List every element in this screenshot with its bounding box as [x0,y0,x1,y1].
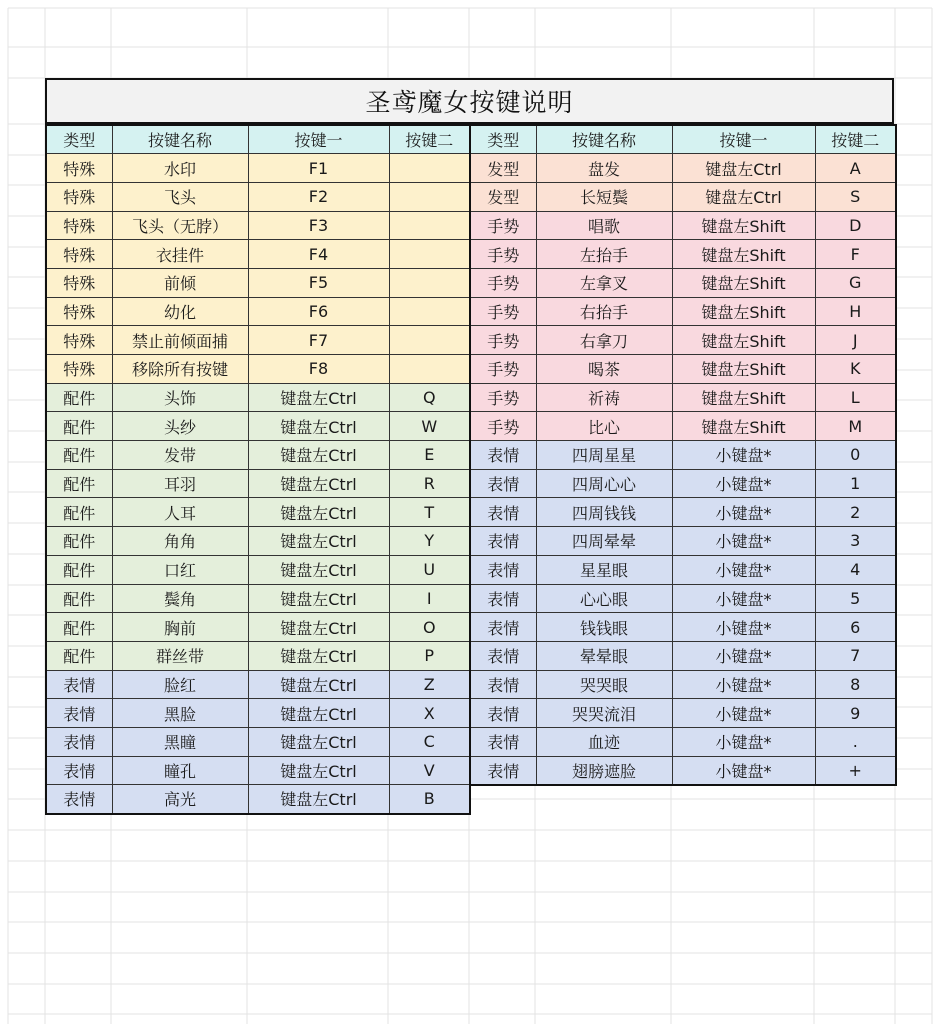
category-cell: 手势 [470,412,536,441]
key-one-cell: 小键盘* [672,641,815,670]
key-name-cell: 前倾 [112,268,248,297]
column-header: 按键名称 [536,125,672,154]
column-header: 按键一 [672,125,815,154]
category-cell: 手势 [470,240,536,269]
sheet-title: 圣鸢魔女按键说明 [45,78,894,124]
category-cell: 表情 [46,756,112,785]
key-two-cell [389,154,470,183]
key-name-cell: 比心 [536,412,672,441]
key-one-cell: F4 [248,240,389,269]
category-cell: 表情 [470,670,536,699]
table-row [470,469,896,498]
key-one-cell: 键盘左Ctrl [248,699,389,728]
key-name-cell: 心心眼 [536,584,672,613]
key-one-cell: 键盘左Ctrl [248,613,389,642]
category-cell: 特殊 [46,154,112,183]
key-two-cell [389,326,470,355]
category-cell: 配件 [46,527,112,556]
table-row [46,211,470,240]
key-one-cell: F6 [248,297,389,326]
key-one-cell: 小键盘* [672,469,815,498]
key-two-cell: K [815,355,896,384]
key-two-cell [389,240,470,269]
key-one-cell: 键盘左Shift [672,297,815,326]
category-cell: 表情 [470,584,536,613]
key-one-cell: 键盘左Ctrl [248,670,389,699]
category-cell: 配件 [46,383,112,412]
key-name-cell: 发带 [112,441,248,470]
key-two-cell: T [389,498,470,527]
key-name-cell: 血迹 [536,727,672,756]
key-two-cell [389,355,470,384]
key-one-cell: 键盘左Ctrl [248,555,389,584]
key-one-cell: 键盘左Ctrl [248,641,389,670]
key-two-cell: B [389,785,470,814]
key-two-cell: Y [389,527,470,556]
category-cell: 配件 [46,613,112,642]
key-two-cell: S [815,182,896,211]
key-name-cell: 哭哭流泪 [536,699,672,728]
left-keybind-table [45,124,471,815]
key-two-cell: E [389,441,470,470]
key-two-cell: F [815,240,896,269]
key-name-cell: 左抬手 [536,240,672,269]
key-name-cell: 钱钱眼 [536,613,672,642]
category-cell: 表情 [470,641,536,670]
category-cell: 表情 [470,469,536,498]
category-cell: 发型 [470,182,536,211]
key-one-cell: F5 [248,268,389,297]
category-cell: 表情 [470,527,536,556]
table-row [470,584,896,613]
category-cell: 表情 [470,498,536,527]
key-name-cell: 幼化 [112,297,248,326]
key-name-cell: 翅膀遮脸 [536,756,672,785]
category-cell: 配件 [46,498,112,527]
key-name-cell: 飞头（无脖） [112,211,248,240]
table-row [470,240,896,269]
category-cell: 配件 [46,412,112,441]
key-name-cell: 移除所有按键 [112,355,248,384]
key-one-cell: 键盘左Ctrl [248,383,389,412]
key-two-cell: R [389,469,470,498]
key-one-cell: 小键盘* [672,441,815,470]
category-cell: 表情 [46,670,112,699]
column-header: 按键一 [248,125,389,154]
key-one-cell: 键盘左Ctrl [248,441,389,470]
key-two-cell [389,268,470,297]
key-one-cell: 键盘左Ctrl [248,469,389,498]
table-row [470,498,896,527]
key-two-cell: W [389,412,470,441]
key-name-cell: 高光 [112,785,248,814]
key-one-cell: 键盘左Shift [672,211,815,240]
table-row [46,355,470,384]
key-two-cell: O [389,613,470,642]
table-row [46,498,470,527]
key-one-cell: F2 [248,182,389,211]
key-name-cell: 口红 [112,555,248,584]
key-one-cell: 键盘左Ctrl [248,527,389,556]
column-header: 按键名称 [112,125,248,154]
key-two-cell: H [815,297,896,326]
key-two-cell: . [815,727,896,756]
table-row [46,441,470,470]
category-cell: 配件 [46,555,112,584]
table-row [470,412,896,441]
category-cell: 表情 [470,613,536,642]
key-two-cell: 8 [815,670,896,699]
key-one-cell: 键盘左Ctrl [672,182,815,211]
table-row [470,727,896,756]
table-row [470,555,896,584]
key-two-cell: M [815,412,896,441]
key-one-cell: 小键盘* [672,756,815,785]
category-cell: 手势 [470,326,536,355]
key-one-cell: 键盘左Ctrl [248,727,389,756]
key-two-cell: 9 [815,699,896,728]
table-row [470,268,896,297]
key-two-cell: 4 [815,555,896,584]
category-cell: 手势 [470,211,536,240]
key-two-cell: 3 [815,527,896,556]
table-row [470,613,896,642]
key-name-cell: 水印 [112,154,248,183]
key-name-cell: 瞳孔 [112,756,248,785]
category-cell: 特殊 [46,268,112,297]
table-row [46,326,470,355]
category-cell: 配件 [46,584,112,613]
table-row [470,527,896,556]
column-header: 按键二 [389,125,470,154]
table-row [470,383,896,412]
table-row [46,727,470,756]
table-row [46,412,470,441]
key-one-cell: 小键盘* [672,498,815,527]
key-name-cell: 左拿叉 [536,268,672,297]
table-row [470,441,896,470]
header-row [470,125,896,154]
category-cell: 表情 [470,699,536,728]
category-cell: 表情 [470,756,536,785]
table-row [46,670,470,699]
key-one-cell: F8 [248,355,389,384]
table-row [46,268,470,297]
table-row [470,699,896,728]
table-row [470,182,896,211]
key-name-cell: 唱歌 [536,211,672,240]
key-one-cell: 小键盘* [672,527,815,556]
key-two-cell: X [389,699,470,728]
key-name-cell: 角角 [112,527,248,556]
key-name-cell: 禁止前倾面捕 [112,326,248,355]
key-one-cell: 键盘左Shift [672,355,815,384]
key-name-cell: 头饰 [112,383,248,412]
key-name-cell: 黑脸 [112,699,248,728]
key-one-cell: 键盘左Ctrl [248,412,389,441]
key-two-cell: + [815,756,896,785]
key-two-cell: 0 [815,441,896,470]
key-one-cell: 键盘左Ctrl [248,756,389,785]
key-one-cell: 键盘左Shift [672,240,815,269]
key-name-cell: 哭哭眼 [536,670,672,699]
right-keybind-table [469,124,897,786]
key-name-cell: 胸前 [112,613,248,642]
key-one-cell: 键盘左Ctrl [248,498,389,527]
key-two-cell [389,182,470,211]
header-row [46,125,470,154]
key-two-cell: Z [389,670,470,699]
key-two-cell: D [815,211,896,240]
table-row [470,154,896,183]
category-cell: 表情 [46,699,112,728]
key-name-cell: 四周星星 [536,441,672,470]
category-cell: 配件 [46,641,112,670]
table-row [470,326,896,355]
table-row [46,555,470,584]
category-cell: 手势 [470,383,536,412]
category-cell: 特殊 [46,240,112,269]
key-two-cell: C [389,727,470,756]
key-one-cell: F1 [248,154,389,183]
key-one-cell: 小键盘* [672,613,815,642]
key-name-cell: 鬓角 [112,584,248,613]
key-one-cell: 小键盘* [672,727,815,756]
table-row [46,240,470,269]
table-row [470,641,896,670]
key-two-cell: 7 [815,641,896,670]
table-row [470,355,896,384]
key-two-cell: A [815,154,896,183]
key-two-cell: 5 [815,584,896,613]
category-cell: 配件 [46,469,112,498]
table-row [46,182,470,211]
column-header: 类型 [46,125,112,154]
key-two-cell: L [815,383,896,412]
table-row [46,383,470,412]
key-two-cell: I [389,584,470,613]
key-name-cell: 星星眼 [536,555,672,584]
key-one-cell: 键盘左Shift [672,412,815,441]
key-name-cell: 脸红 [112,670,248,699]
key-one-cell: 键盘左Ctrl [248,584,389,613]
table-row [46,527,470,556]
column-header: 类型 [470,125,536,154]
category-cell: 特殊 [46,182,112,211]
key-name-cell: 黑瞳 [112,727,248,756]
key-one-cell: 键盘左Shift [672,326,815,355]
key-name-cell: 人耳 [112,498,248,527]
category-cell: 特殊 [46,326,112,355]
category-cell: 表情 [470,555,536,584]
table-row [470,297,896,326]
category-cell: 特殊 [46,297,112,326]
key-one-cell: 小键盘* [672,584,815,613]
table-row [46,756,470,785]
key-name-cell: 飞头 [112,182,248,211]
key-two-cell: V [389,756,470,785]
table-row [46,154,470,183]
category-cell: 发型 [470,154,536,183]
key-name-cell: 四周心心 [536,469,672,498]
key-name-cell: 喝茶 [536,355,672,384]
table-row [46,699,470,728]
category-cell: 表情 [46,727,112,756]
table-row [470,756,896,785]
table-row [46,613,470,642]
key-name-cell: 右抬手 [536,297,672,326]
table-row [470,211,896,240]
key-two-cell [389,211,470,240]
key-two-cell: Q [389,383,470,412]
key-name-cell: 晕晕眼 [536,641,672,670]
category-cell: 手势 [470,268,536,297]
key-one-cell: F7 [248,326,389,355]
category-cell: 手势 [470,355,536,384]
key-one-cell: 键盘左Ctrl [672,154,815,183]
key-two-cell: 1 [815,469,896,498]
key-two-cell: G [815,268,896,297]
table-row [46,469,470,498]
category-cell: 表情 [46,785,112,814]
key-one-cell: 键盘左Ctrl [248,785,389,814]
key-name-cell: 四周晕晕 [536,527,672,556]
category-cell: 特殊 [46,355,112,384]
table-row [46,785,470,814]
key-one-cell: 小键盘* [672,555,815,584]
category-cell: 配件 [46,441,112,470]
key-one-cell: 小键盘* [672,699,815,728]
key-name-cell: 盘发 [536,154,672,183]
key-name-cell: 四周钱钱 [536,498,672,527]
key-two-cell: J [815,326,896,355]
key-one-cell: 小键盘* [672,670,815,699]
key-name-cell: 长短鬓 [536,182,672,211]
key-name-cell: 祈祷 [536,383,672,412]
table-row [46,641,470,670]
key-two-cell: P [389,641,470,670]
category-cell: 手势 [470,297,536,326]
key-two-cell [389,297,470,326]
key-name-cell: 右拿刀 [536,326,672,355]
table-row [46,297,470,326]
key-one-cell: F3 [248,211,389,240]
key-two-cell: 6 [815,613,896,642]
key-two-cell: 2 [815,498,896,527]
key-one-cell: 键盘左Shift [672,383,815,412]
key-name-cell: 耳羽 [112,469,248,498]
column-header: 按键二 [815,125,896,154]
key-name-cell: 衣挂件 [112,240,248,269]
table-row [470,670,896,699]
key-name-cell: 头纱 [112,412,248,441]
table-row [46,584,470,613]
key-two-cell: U [389,555,470,584]
key-name-cell: 群丝带 [112,641,248,670]
category-cell: 表情 [470,441,536,470]
key-one-cell: 键盘左Shift [672,268,815,297]
category-cell: 表情 [470,727,536,756]
category-cell: 特殊 [46,211,112,240]
